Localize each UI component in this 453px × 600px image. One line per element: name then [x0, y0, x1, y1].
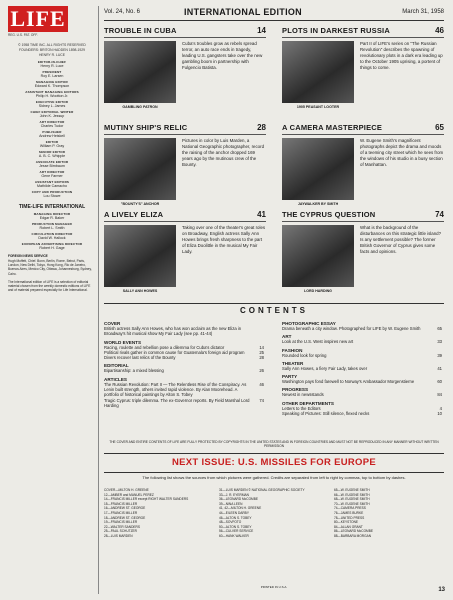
story-photo	[282, 138, 354, 200]
entry-page: 65	[437, 326, 442, 331]
story-page: 14	[257, 26, 266, 35]
story-blurb: Part II of LIFE's series on "The Russian Revolution" describes the spawning of revolutionary plots in a dark era leading up to the October 1905 uprising, a portent of things to come.	[360, 41, 443, 71]
entry-page: 25	[259, 349, 264, 355]
masthead-person: Mathilde Camacho	[37, 184, 67, 188]
masthead-role: SENIOR EDITOR	[38, 150, 66, 154]
correspondents-title: FOREIGN NEWS SERVICE	[8, 254, 48, 258]
masthead-person: John K. Jessup	[39, 114, 65, 118]
masthead-person: Charles Tudor	[40, 124, 64, 128]
contents-entry[interactable]	[104, 382, 264, 398]
story-title: A CAMERA MASTERPIECE	[282, 123, 383, 132]
story-title: THE CYPRUS QUESTION	[282, 210, 376, 219]
masthead-role: ASSOCIATE EDITOR	[35, 160, 69, 164]
entry-text: Letters to the Editors	[282, 405, 321, 411]
page-number: 13	[438, 587, 445, 593]
entry-text: Tragic Cyprus: triple dilemma. The ex-Governor reports. By Field Marshal Lord Harding	[104, 397, 250, 408]
story-photo	[104, 225, 176, 287]
contents-entry[interactable]	[282, 392, 442, 397]
contents-section: ART	[282, 334, 292, 340]
credits-column: 31—LUIS MARDEN © NATIONAL GEOGRAPHIC SOCIETY 33—J. R. EYERMAN 36—LEONARD McCOMBE 39—NINA LEEN 41, 42—MILTON H. GREENE 44—EILEEN DARBY 46—ALTON S. TOBEY 48—SOVFOTO 50—ALTON S. TOBEY 56—CULVER SERVICE 60—HANK WALKER	[219, 488, 305, 538]
entry-page: 60	[437, 379, 442, 385]
masthead-person: A. B. C. Whipple	[38, 154, 66, 158]
story-title: TROUBLE IN CUBA	[104, 26, 177, 35]
contents-section: OTHER DEPARTMENTS	[282, 400, 334, 406]
ti-person: David W. Hallock	[38, 236, 66, 240]
contents-left-column	[104, 318, 264, 408]
story-title: PLOTS IN DARKEST RUSSIA	[282, 26, 390, 35]
masthead-line: © 1958 TIME INC. ALL RIGHTS RESERVED	[18, 43, 86, 47]
story-mutiny-ships-relic[interactable]	[104, 123, 266, 218]
logo-tagline: REG. U.S. PAT. OFF.	[8, 33, 38, 37]
ti-role: CIRCULATION DIRECTOR	[31, 232, 73, 236]
masthead-role: CHIEF EDITORIAL WRITER	[30, 110, 74, 114]
contents-title: CONTENTS	[240, 306, 308, 315]
story-title: MUTINY SHIP'S RELIC	[104, 123, 188, 132]
story-blurb: What is the background of the disturbances on this strategic little island? Is any settlement possible? The former British Governor of Cyprus gives some facts and opinions.	[360, 225, 442, 255]
story-photo	[104, 41, 176, 103]
correspondents-body: Hugh Moffett, Chief. Bonn, Berlin, Rome, Beirut, Paris, London, New Delhi, Tokyo, Hong Kong, Rio de Janeiro, Buenos Aires, Mexico City, Ottawa, Johannesburg, Sydney, Cairo.	[8, 259, 92, 276]
entry-page: 84	[437, 392, 442, 398]
ti-role: EUROPEAN ADVERTISING DIRECTOR	[21, 242, 83, 246]
story-blurb: Cuba's troubles grow as rebels spread terror, an auto race ends in tragedy, leading U.S. gangsters take over the new gambling boom in partnership with Fulgencio Batista.	[182, 41, 263, 71]
masthead-role: ART DIRECTOR	[39, 170, 65, 174]
masthead-person: Edward K. Thompson	[34, 84, 70, 88]
contents-rule	[104, 303, 444, 304]
masthead-person: William P. Gray	[39, 144, 65, 148]
contents-section: ARTICLES	[104, 376, 127, 382]
masthead-person: Roy E. Larsen	[40, 74, 64, 78]
contents-right-column	[282, 318, 442, 416]
entry-text: Washington pays fond farewell to Norway's Ambassador Morgenstierne	[282, 379, 415, 385]
column-divider	[98, 6, 99, 594]
contents-entry[interactable]	[282, 379, 442, 384]
entry-text: Divers recover last relics of the Bounty	[104, 355, 176, 361]
story-cyprus-question[interactable]	[282, 210, 444, 305]
story-photo	[104, 138, 176, 200]
story-page: 28	[257, 123, 266, 132]
credits-column: COVER—MILTON H. GREENE 12—AMBER and MANUEL PEREZ 14—FRANCIS MILLER except RIGHT WALTER SANDERS 15—FRANCIS MILLER 16—ANDREW ST. GEORGE 17—FRANCIS MILLER 18—ANDREW ST. GEORGE 19—FRANCIS MILLER 22—WALTER SANDERS 25—PAUL SCHUTZER 28—LUIS MARDEN	[104, 488, 189, 538]
edition-title: INTERNATIONAL EDITION	[184, 7, 302, 17]
story-page: 46	[435, 26, 444, 35]
entry-text: Sally Ann Howes, a fiery Fair Lady, takes over	[282, 365, 368, 371]
story-photo	[282, 41, 354, 103]
contents-entry[interactable]	[104, 326, 264, 337]
masthead-person: Henry R. Luce	[40, 64, 64, 68]
masthead-person: Andrew Heiskell	[39, 134, 65, 138]
entry-text: Drama beneath a city window. Photographed for LIFE by W. Eugene Smith	[282, 326, 421, 331]
contents-section: PARTY	[282, 374, 298, 380]
contents-entry[interactable]	[104, 355, 264, 360]
entry-text: Newest in newsstands	[282, 392, 324, 398]
issue-header	[104, 6, 444, 20]
entry-text: The Russian Revolution: Part II — The Relentless Rise of the Conspiracy. As Lenin built strength, others invited rapid violence. By Alan Moorehead. A portfolio of historical paintings by Alton S. Tobey	[104, 381, 247, 398]
masthead-person: Gene Farmer	[41, 174, 63, 178]
masthead-role: ASSISTANT MANAGING EDITORS	[25, 90, 79, 94]
copyright-note: THE COVER AND ENTIRE CONTENTS OF LIFE ARE FULLY PROTECTED BY COPYRIGHTS IN THE UNITED STATES AND IN FOREIGN COUNTRIES AND MUST NOT BE REPRODUCED IN ANY MANNER WITHOUT WRITTEN PERMISSION	[109, 440, 439, 448]
story-lively-eliza[interactable]	[104, 210, 266, 305]
footer-text: PRINTED IN U.S.A.	[260, 585, 288, 589]
entry-page: 33	[437, 339, 442, 345]
contents-entry[interactable]	[282, 411, 442, 416]
contents-section: EDITORIAL	[104, 363, 129, 369]
entry-page: 41	[437, 365, 442, 371]
ti-person: Robert H. Gage	[39, 246, 65, 250]
entry-text: Look at the U.S. West inspires new art	[282, 339, 354, 345]
contents-section: WORLD EVENTS	[104, 339, 142, 345]
entry-page: 14	[259, 344, 264, 350]
next-issue-banner	[104, 453, 444, 473]
contents-list	[104, 318, 444, 440]
story-blurb: Taking over one of the theater's great roles on Broadway, English actress Sally Ann Howes brings fresh sharpness to the part of Eliza Doolittle in the musical My Fair Lady.	[182, 225, 266, 255]
entry-page: 28	[259, 355, 264, 361]
contents-entry[interactable]	[282, 339, 442, 344]
contents-section: FASHION	[282, 347, 303, 353]
story-photo	[282, 225, 354, 287]
entry-page: 10	[437, 411, 442, 417]
masthead-role: ASSISTANT EDITORS	[34, 180, 70, 184]
story-page: 65	[435, 123, 444, 132]
masthead-roles	[8, 60, 96, 198]
credits-column: 65—W. EUGENE SMITH 66—W. EUGENE SMITH 68—W. EUGENE SMITH 70—W. EUGENE SMITH 74—CAMERA PRESS 76—JAMES BURKE 78—UNITED PRESS 80—KEYSTONE 84—ALLAN GRANT 86—LEONARD McCOMBE 88—BARBARA MORGAN	[334, 488, 373, 538]
entry-text: Racing, roulette and rebellion pose a dilemma for Cuba's dictator	[104, 344, 225, 350]
masthead-role: EDITOR	[45, 140, 59, 144]
ti-person: Edgar R. Baker	[39, 216, 65, 220]
ti-role: MANAGING DIRECTOR	[33, 212, 71, 216]
masthead-staff	[8, 43, 96, 198]
contents-entry[interactable]	[282, 326, 442, 331]
entry-text: Bipartisanship: a mixed blessing	[104, 368, 164, 374]
entry-page: 4	[439, 405, 442, 411]
next-issue-text: NEXT ISSUE: U.S. MISSILES FOR EUROPE	[172, 457, 376, 468]
photo-caption: 1905 PEASANT LOOTER	[296, 105, 340, 109]
masthead-role: EXECUTIVE EDITOR	[35, 100, 69, 104]
photo-caption: SALLY ANN HOWES	[122, 289, 158, 293]
masthead-role: EDITOR-IN-CHIEF	[37, 60, 67, 64]
ti-role: PRODUCTION MANAGER	[31, 222, 73, 226]
entry-text: Speaking of Pictures: Still silence, flexed necks	[282, 411, 370, 417]
photo-caption: LORD HARDING	[304, 289, 332, 293]
entry-page: 39	[437, 352, 442, 358]
story-blurb: W. Eugene Smith's magnificent photographs depict the drama and moods of a teeming city street which he sees from the windows of his studio in a busy section of Manhattan.	[360, 138, 444, 168]
entry-page: 74	[259, 397, 264, 403]
photo-caption: JAYWALKER BY SMITH	[297, 202, 339, 206]
time-international-roles	[8, 212, 96, 250]
issue-date: March 31, 1958	[402, 9, 444, 15]
story-page: 41	[257, 210, 266, 219]
volume-number: Vol. 24, No. 6	[104, 9, 141, 15]
masthead-role: PUBLISHER	[42, 130, 62, 134]
masthead-person: Philip H. Wootton Jr.	[35, 94, 69, 98]
masthead-line: HENRY R. LUCE	[38, 53, 66, 57]
entry-text: Political rivals gather in common cause for Guatemala's foreign aid program	[104, 349, 245, 355]
entry-page: 46	[259, 381, 264, 387]
contents-section: THEATER	[282, 360, 304, 366]
ti-person: Robert L. Smith	[39, 226, 65, 230]
credits-intro: The following list shows the sources from which pictures were gathered. Credits are separated from left to right by commas, top to bottom by dashes.	[142, 475, 406, 480]
life-logo: LIFE	[8, 6, 68, 32]
story-page: 74	[435, 210, 444, 219]
masthead-column	[8, 6, 96, 600]
masthead-person: Sidney L. James	[38, 104, 66, 108]
masthead-line: FOUNDERS: BRITON HADDEN 1898-1929	[18, 48, 86, 52]
contents-section: PROGRESS	[282, 387, 309, 393]
contents-section: PHOTOGRAPHIC ESSAY	[282, 321, 336, 326]
entry-text: Rounded look for spring	[282, 352, 327, 358]
entry-page: 26	[259, 368, 264, 374]
masthead-person: Lou Stowe	[43, 194, 61, 198]
contents-entry[interactable]	[104, 398, 264, 409]
contents-entry[interactable]	[282, 366, 442, 371]
picture-credits	[104, 488, 444, 583]
story-title: A LIVELY ELIZA	[104, 210, 164, 219]
story-plots-in-darkest-russia[interactable]	[282, 26, 444, 121]
masthead-role: PRESIDENT	[42, 70, 62, 74]
contents-section: COVER	[104, 321, 121, 326]
masthead-role: MANAGING EDITOR	[36, 80, 68, 84]
header-rule	[104, 20, 444, 21]
masthead-role: ART DIRECTOR	[39, 120, 65, 124]
masthead-role: COPY AND PRODUCTION	[31, 190, 73, 194]
masthead-person: Jesse Birnbaum	[39, 164, 65, 168]
time-international-title: TIME-LIFE INTERNATIONAL	[18, 204, 86, 210]
story-camera-masterpiece[interactable]	[282, 123, 444, 218]
story-blurb: Pictures in color by Luis Marden, a National Geographic photographer, record the raising of the anchor dropped 169 years ago by the mutinous crew of the Bounty.	[182, 138, 265, 168]
story-trouble-in-cuba[interactable]	[104, 26, 266, 121]
photo-caption: GAMBLING PATRON	[122, 105, 158, 109]
photo-caption: "BOUNTY'S" ANCHOR	[120, 202, 160, 206]
entry-text: British actress Sally Ann Howes, who has won acclaim as the new Eliza in Broadway's hit musical show My Fair Lady (see pp. 41-44)	[104, 326, 242, 337]
contents-entry[interactable]	[104, 368, 264, 373]
international-note: The International edition of LIFE is a selection of editorial material chosen from the weekly domestic editions of LIFE and of material prepared especially for Life International.	[8, 279, 91, 293]
contents-entry[interactable]	[282, 353, 442, 358]
